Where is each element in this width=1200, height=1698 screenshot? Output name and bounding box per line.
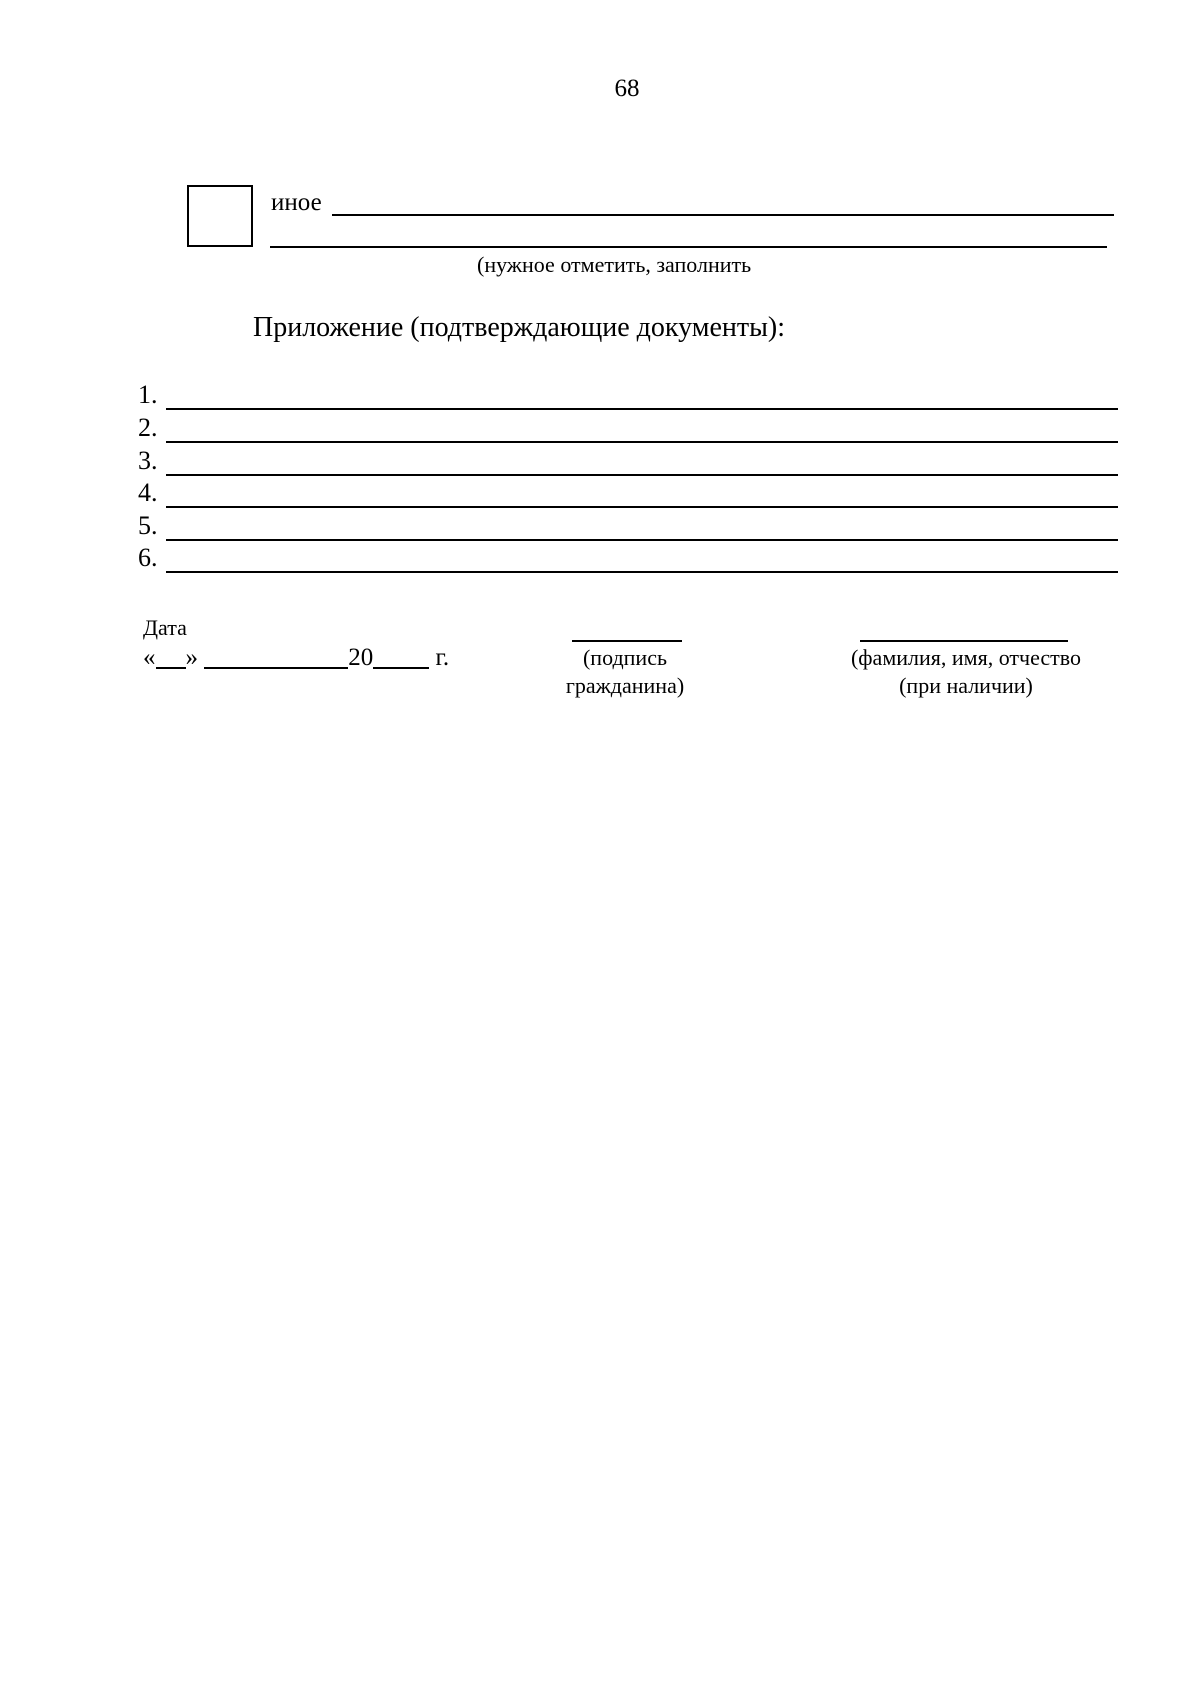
appendix-item-3 — [138, 444, 1118, 476]
other-checkbox[interactable] — [187, 185, 253, 247]
signature-line[interactable] — [572, 640, 682, 642]
appendix-item-number: 6. — [138, 543, 158, 572]
appendix-item-number: 1. — [138, 380, 158, 409]
full-name-line[interactable] — [860, 640, 1068, 642]
date-field — [143, 643, 449, 673]
appendix-item-4 — [138, 476, 1118, 508]
page-number: 68 — [614, 75, 640, 102]
appendix-item-number: 3. — [138, 446, 158, 475]
appendix-item-line[interactable] — [166, 506, 1118, 508]
appendix-title: Приложение (подтверждающие документы): — [253, 312, 786, 343]
appendix-item-number: 5. — [138, 511, 158, 540]
date-open-quote: « — [143, 644, 156, 671]
year-prefix: 20 — [348, 644, 374, 671]
signature-caption — [540, 644, 710, 700]
appendix-item-5 — [138, 509, 1118, 541]
appendix-item-number: 2. — [138, 413, 158, 442]
appendix-item-line[interactable] — [166, 571, 1118, 573]
day-input[interactable] — [156, 645, 186, 669]
fill-instruction: (нужное отметить, заполнить — [477, 252, 752, 277]
appendix-item-line[interactable] — [166, 441, 1118, 443]
full-name-caption — [826, 644, 1106, 700]
year-input[interactable] — [373, 645, 429, 669]
signature-caption-line-1: (подпись — [582, 645, 667, 670]
full-name-caption-line-1: (фамилия, имя, отчество — [850, 645, 1082, 670]
appendix-item-1 — [138, 378, 1118, 410]
appendix-item-number: 4. — [138, 478, 158, 507]
month-input[interactable] — [204, 645, 348, 669]
year-suffix: г. — [435, 644, 450, 671]
other-option-label: иное — [271, 189, 322, 216]
signature-caption-line-2: гражданина) — [565, 673, 685, 698]
other-input-line-1[interactable] — [332, 214, 1114, 216]
full-name-caption-line-2: (при наличии) — [899, 673, 1033, 698]
appendix-item-2 — [138, 411, 1118, 443]
date-close-quote: » — [185, 644, 198, 671]
date-label: Дата — [143, 615, 187, 640]
other-input-line-2[interactable] — [270, 246, 1107, 248]
appendix-item-line[interactable] — [166, 408, 1118, 410]
appendix-item-6 — [138, 541, 1118, 573]
